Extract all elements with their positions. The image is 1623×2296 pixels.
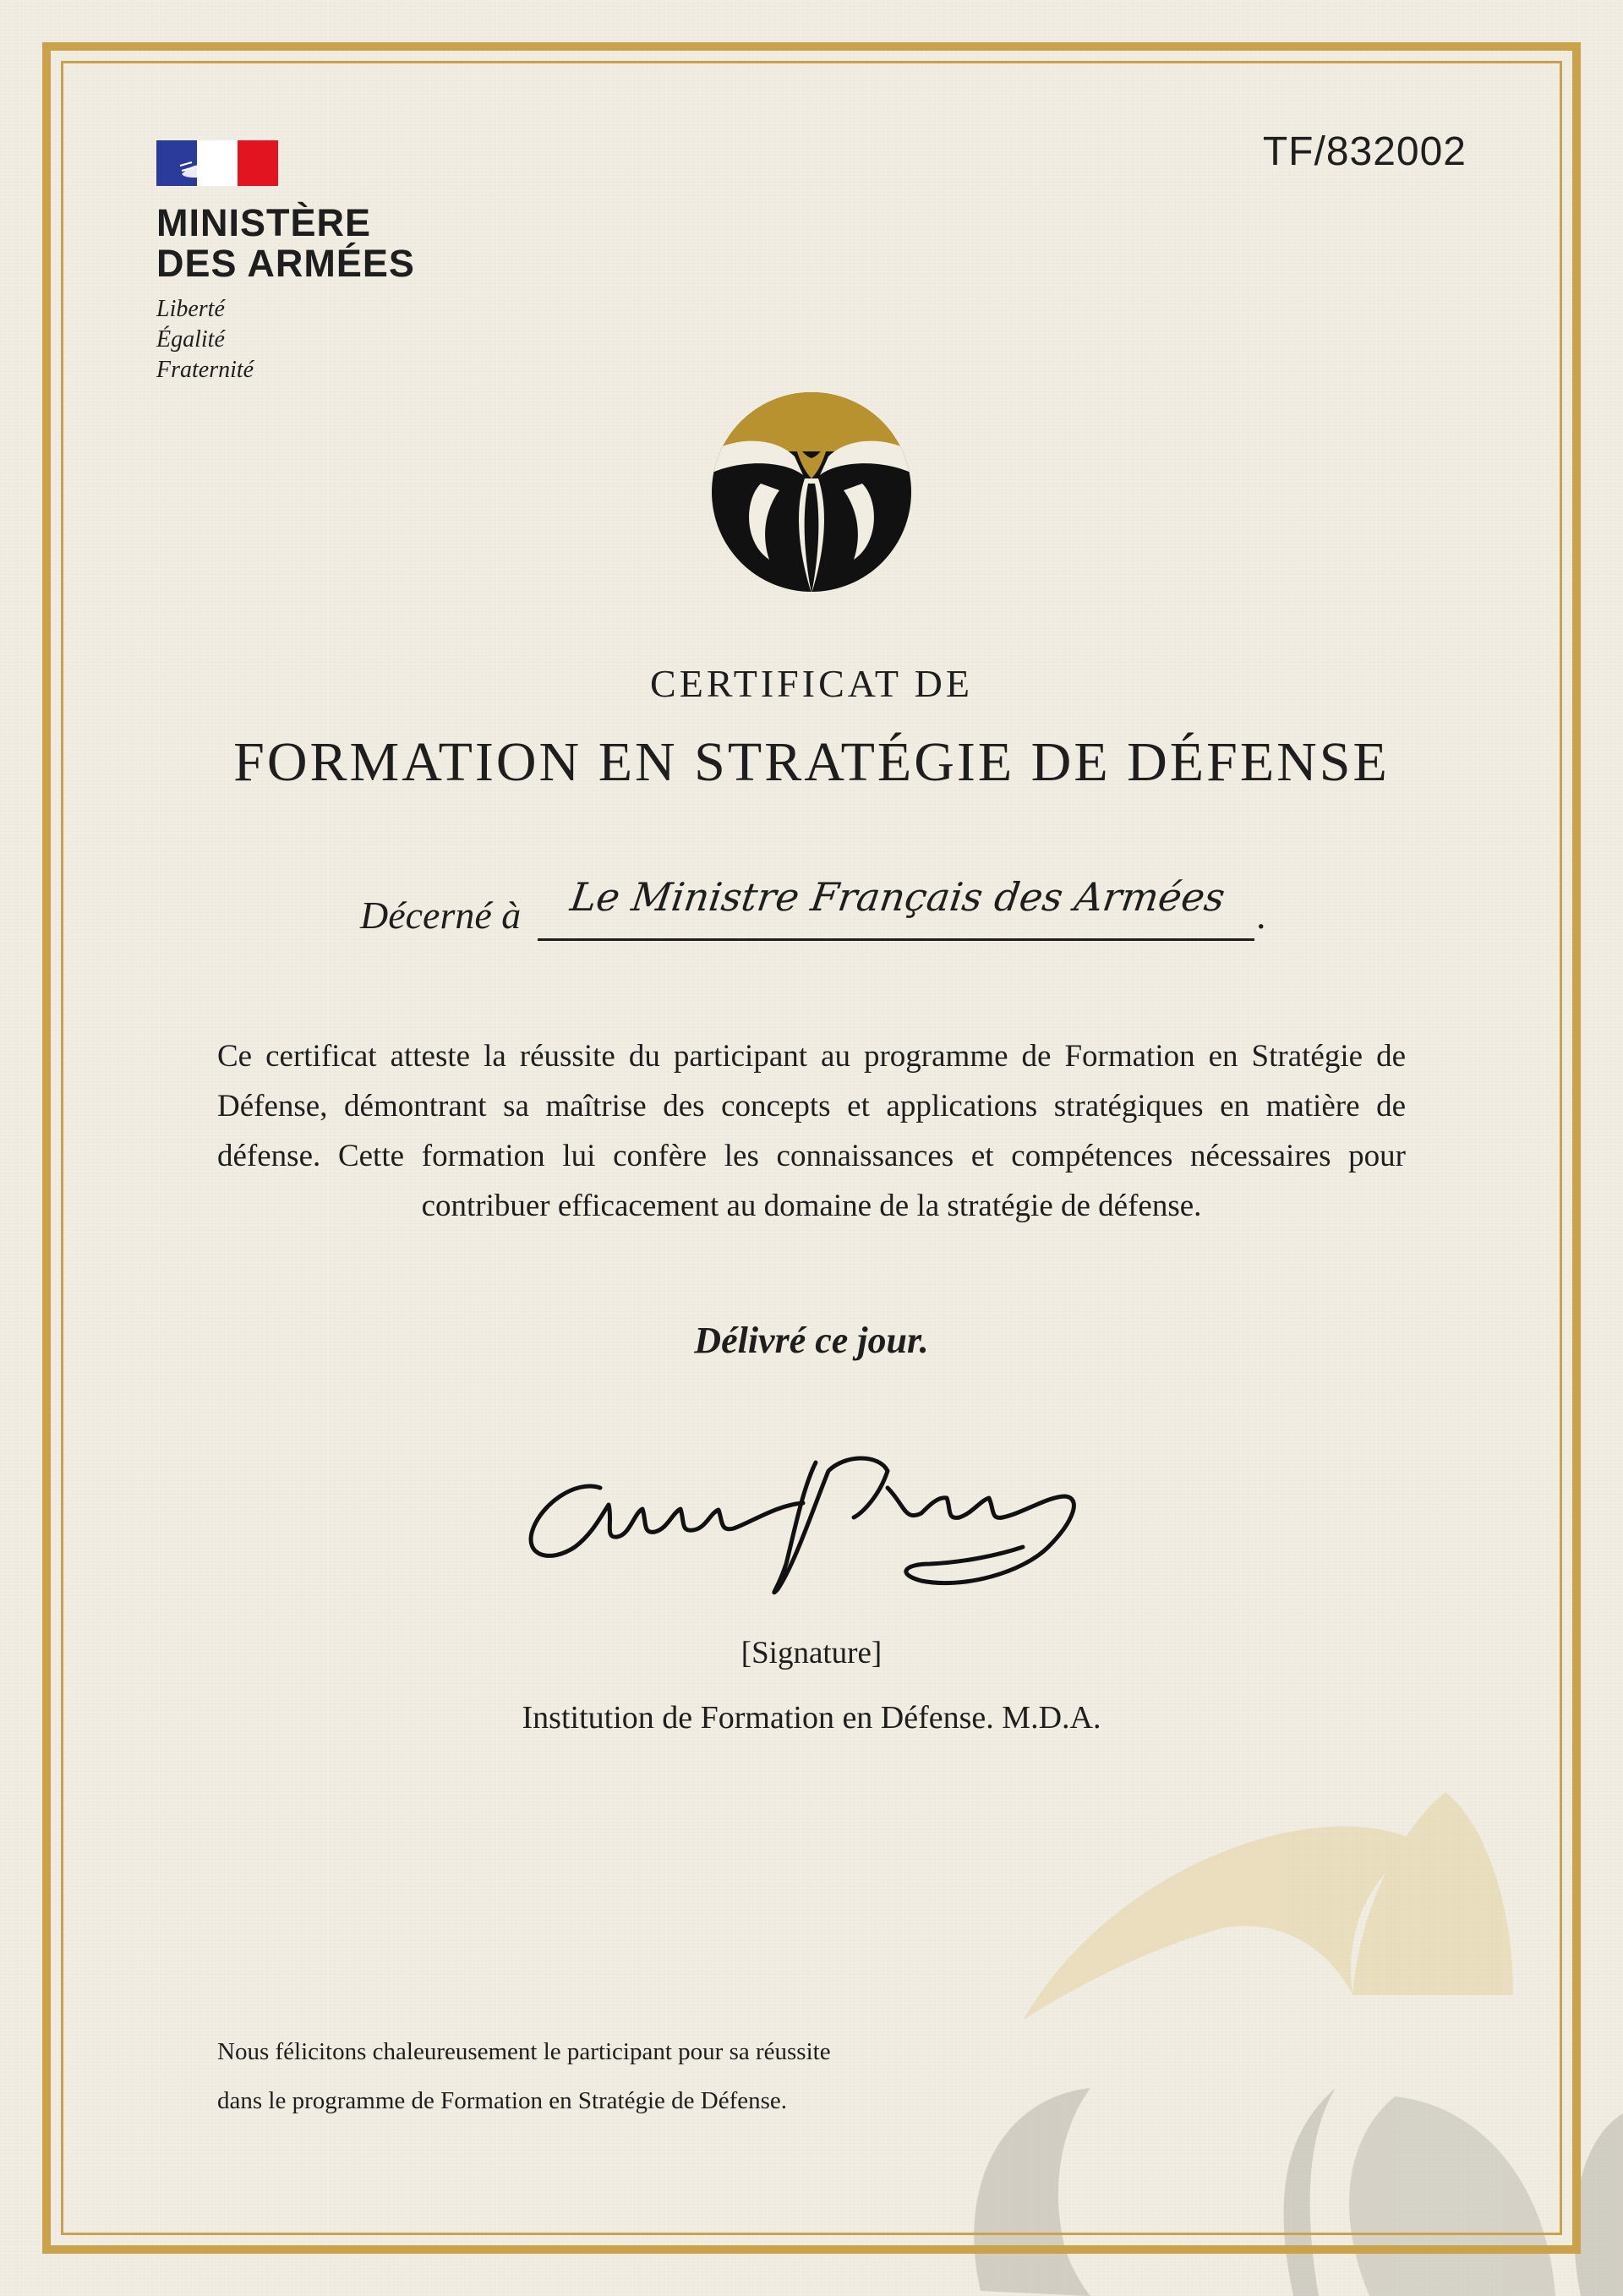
- awarded-terminator: .: [1256, 894, 1266, 937]
- certificate-body-text: Ce certificat atteste la réussite du participant au programme de Formation en Stratégie de Défense, démontrant sa maîtrise des concepts et applications stratégiques en matière de défense. Cette formation lui confère les connaissances et compétences nécessaires pour contribuer efficacement au domaine de la stratégie de défense.: [217, 1039, 1406, 1223]
- marianne-flag-icon: [156, 140, 278, 186]
- reference-number: TF/832002: [1262, 129, 1467, 174]
- motto-egalite: Égalité: [156, 326, 225, 353]
- motto-fraternite: Fraternité: [156, 357, 254, 383]
- congratulations-line2: dans le programme de Formation en Stratégie de Défense.: [217, 2087, 788, 2114]
- delivered-date-text: Délivré ce jour.: [694, 1320, 929, 1361]
- ministry-name-line2: DES ARMÉES: [156, 242, 415, 285]
- congratulations-line1: Nous félicitons chaleureusement le participant pour sa réussite: [217, 2038, 831, 2065]
- recipient-underline: [538, 938, 1254, 941]
- awarded-to-row: [360, 874, 1290, 942]
- certificate-title: FORMATION EN STRATÉGIE DE DÉFENSE: [233, 731, 1390, 793]
- institution-name: Institution de Formation en Défense. M.D.A.: [522, 1700, 1101, 1736]
- signature-label: [Signature]: [740, 1636, 883, 1670]
- fleur-de-lis-emblem-icon: [710, 391, 913, 593]
- ministry-block: [156, 140, 415, 385]
- certificate-preheading: CERTIFICAT DE: [650, 662, 973, 705]
- handwritten-signature-icon: [524, 1437, 1133, 1606]
- ministry-name-line1: MINISTÈRE: [156, 201, 372, 244]
- ministry-name: [156, 203, 415, 284]
- recipient-name: Le Ministre Français des Armées: [567, 874, 1228, 920]
- congratulations-text: [217, 2027, 978, 2125]
- motto-liberte: Liberté: [156, 296, 225, 322]
- republic-motto: [156, 294, 415, 385]
- awarded-label: Décerné à: [360, 894, 522, 937]
